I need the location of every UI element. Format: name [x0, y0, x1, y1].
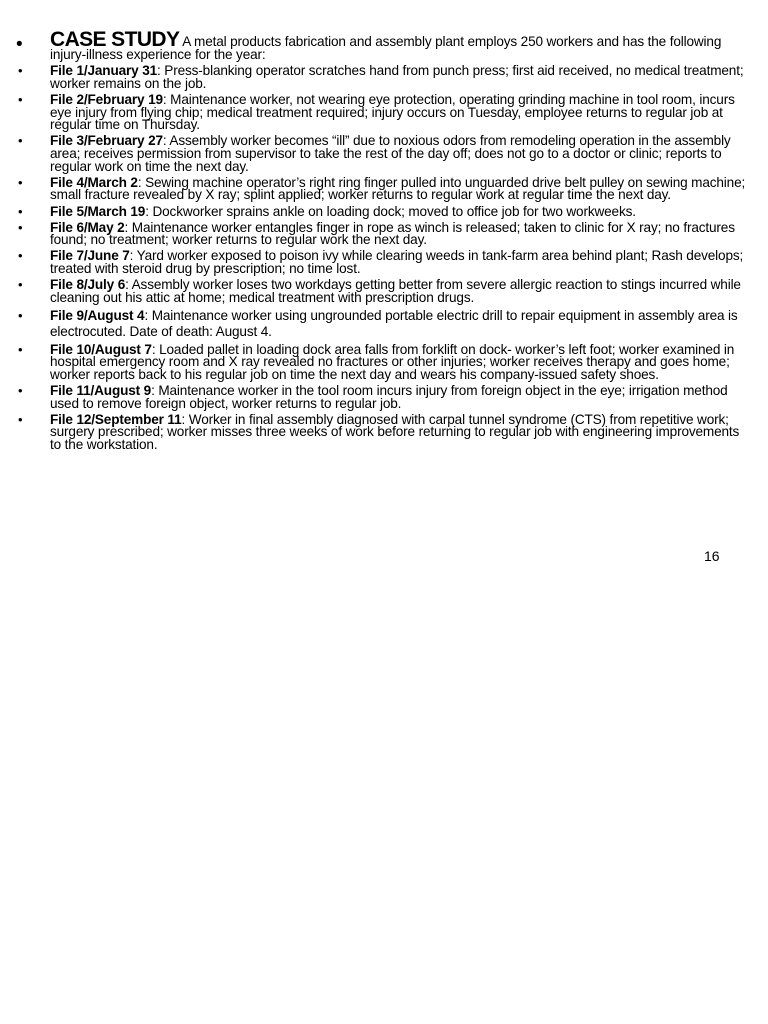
file-label: File 9/August 4 [50, 308, 145, 324]
bullet-icon: • [18, 383, 23, 398]
file-text: : Loaded pallet in loading dock area falls from forklift on dock- worker’s left foot; worker examined in hospital emergency room and X ray revealed no fractures or other injuries; worker receives therapy and goes home; worker reports back to his regular job on time the next day and wears his company-issued safety shoes. [50, 341, 735, 382]
bullet-icon: • [18, 277, 23, 293]
file-item-7 [0, 250, 768, 275]
file-item-1 [0, 65, 768, 90]
file-label: File 8/July 6 [50, 277, 126, 293]
file-item-3 [0, 135, 768, 173]
file-text: : Maintenance worker entangles finger in rope as winch is released; taken to clinic for X ray; no fractures found; no treatment; worker returns to regular work the next day. [50, 219, 735, 248]
file-item-5 [0, 203, 768, 219]
file-item-10 [0, 341, 768, 382]
bullet-icon: • [18, 91, 23, 107]
file-text: : Sewing machine operator’s right ring finger pulled into unguarded drive belt pulley on sewing machine; small fracture revealed by X ray; splint applied; worker returns to regular work at regular time the next day. [50, 174, 746, 203]
file-text: : Assembly worker loses two workdays getting better from severe allergic reaction to stings incurred while cleaning out his attic at home; medical treatment with prescription drugs. [50, 277, 741, 305]
file-label: File 7/June 7 [50, 248, 130, 264]
case-study-intro [0, 28, 768, 62]
file-text: : Worker in final assembly diagnosed with carpal tunnel syndrome (CTS) from repetitive work; surgery prescribed; worker misses three weeks of work before returning to regular job with engineering improvements to the workstation. [50, 411, 740, 452]
file-text: : Maintenance worker using ungrounded portable electric drill to repair equipment in assembly area is electrocuted. Date of death: August 4. [50, 308, 738, 340]
file-text: : Assembly worker becomes “ill” due to noxious odors from remodeling operation in the assembly area; receives permission from supervisor to take the rest of the day off; does not go to a doctor or clinic; reports to regular work on time the next day. [50, 133, 731, 174]
file-label: File 6/May 2 [50, 219, 125, 235]
file-text: : Yard worker exposed to poison ivy while clearing weeds in tank-farm area behind plant; Rash develops; treated with steroid drug by prescription; no time lost. [50, 248, 744, 277]
file-item-12 [0, 411, 768, 452]
file-label: File 4/March 2 [50, 174, 138, 190]
bullet-icon: • [18, 248, 23, 264]
case-study-list [0, 28, 768, 455]
file-text: : Dockworker sprains ankle on loading dock; moved to office job for two workweeks. [145, 203, 636, 219]
bullet-icon: • [18, 219, 23, 235]
bullet-icon: • [18, 341, 23, 357]
file-item-11 [0, 385, 768, 410]
bullet-icon: • [16, 34, 23, 55]
file-item-6 [0, 219, 768, 248]
case-study-heading: CASE STUDY [50, 28, 180, 51]
case-study-intro-text: A metal products fabrication and assembly plant employs 250 workers and has the following injury-illness experience for the year: [50, 34, 722, 62]
file-item-8 [0, 279, 768, 304]
file-label: File 5/March 19 [50, 203, 146, 219]
file-text: : Maintenance worker in the tool room incurs injury from foreign object in the eye; irrigation method used to remove foreign object, worker returns to regular job. [50, 383, 728, 411]
file-label: File 11/August 9 [50, 383, 152, 398]
file-item-4 [0, 174, 768, 203]
bullet-icon: • [18, 174, 23, 190]
file-label: File 2/February 19 [50, 91, 163, 107]
bullet-icon: • [18, 308, 23, 324]
file-label: File 10/August 7 [50, 341, 152, 357]
file-item-2 [0, 91, 768, 133]
bullet-icon: • [18, 203, 23, 219]
page-number: 16 [704, 548, 720, 564]
file-text: : Press-blanking operator scratches hand from punch press; first aid received, no medical treatment; worker remains on the job. [50, 63, 744, 91]
bullet-icon: • [18, 133, 23, 149]
bullet-icon: • [18, 411, 23, 427]
bullet-icon: • [18, 63, 23, 79]
file-text: : Maintenance worker, not wearing eye protection, operating grinding machine in tool room, incurs eye injury from flying chip; medical treatment required; injury occurs on Tuesday, employee returns to regular job at regular time on Thursday. [50, 91, 735, 133]
file-label: File 3/February 27 [50, 133, 163, 149]
file-label: File 12/September 11 [50, 411, 182, 427]
file-item-9 [0, 308, 768, 340]
file-label: File 1/January 31 [50, 63, 158, 79]
